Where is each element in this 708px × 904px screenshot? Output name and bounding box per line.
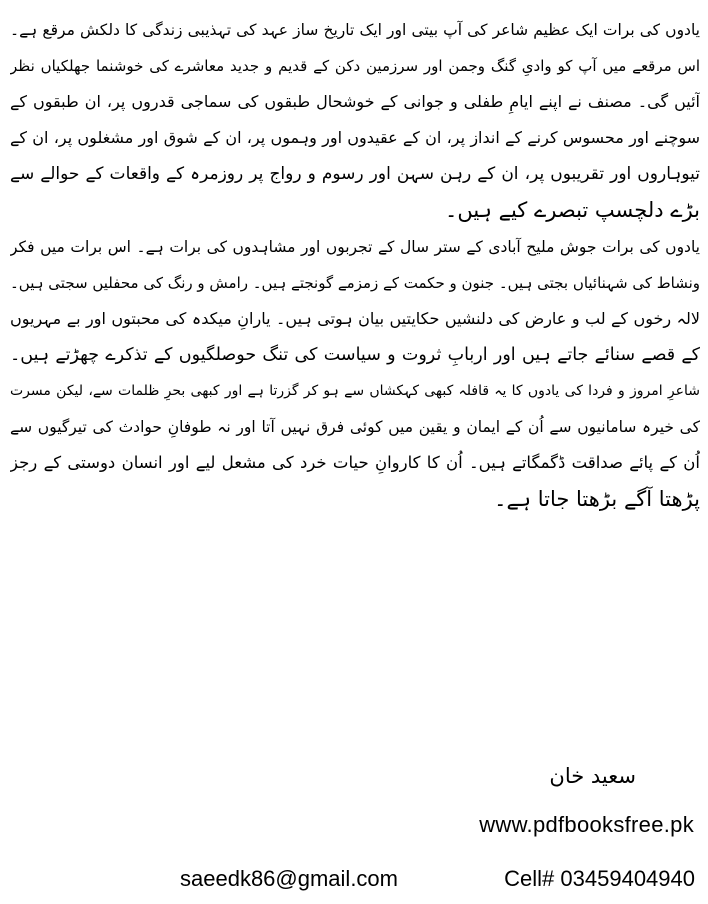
text-line: کے قصے سنائے جاتے ہیں اور اربابِ ثروت و سیاست کی تنگ حوصلگیوں کے تذکرے چھڑتے ہیں۔ [10, 344, 700, 365]
text-line: بڑے دلچسپ تبصرے کیے ہیں۔ [445, 198, 700, 223]
author-signature: سعید خان [549, 764, 636, 788]
text-line: اس مرقعے میں آپ کو وادیِ گنگ وجمن اور سرزمین دکن کے قدیم و جدید معاشرے کی خوشنما جھلکیاں نظر [10, 57, 700, 76]
text-line: یادوں کی برات ایک عظیم شاعر کی آپ بیتی اور ایک تاریخ ساز عہد کی تہذیبی زندگی کا دلکش مرقع ہے۔ [10, 21, 700, 39]
text-line: آئیں گی۔ مصنف نے اپنے ایامِ طفلی و جوانی کے خوشحال طبقوں کی سماجی قدروں پر، ان طبقوں کے [10, 92, 700, 112]
cell-number: Cell# 03459404940 [504, 866, 695, 891]
text-line: اُن کے پائے صداقت ڈگمگاتے ہیں۔ اُن کا کاروانِ حیات خرد کی مشعل لیے اور انسان دوستی کے رجز [10, 453, 700, 473]
text-line: لالہ رخوں کے لب و عارض کی دلنشیں حکایتیں بیان ہوتی ہیں۔ یارانِ میکدہ کی محبتوں اور بے مہریوں [10, 308, 700, 328]
website-link[interactable]: www.pdfbooksfree.pk [479, 812, 694, 837]
email-text: saeedk86@gmail.com [180, 866, 398, 891]
contact-info [180, 866, 695, 892]
text-line: یادوں کی برات جوش ملیح آبادی کے ستر سال کے تجربوں اور مشاہدوں کی برات ہے۔ اس برات میں فکر [10, 237, 700, 256]
text-line: شاعرِ امروز و فردا کی یادوں کا یہ قافلہ کبھی کہکشاں سے ہو کر گزرتا ہے اور کبھی بحرِ ظلمات سے، لیکن مسرت [10, 382, 700, 399]
text-line: کی خیرہ سامانیوں سے اُن کے ایمان و یقین میں کوئی فرق نہیں آتا اور نہ طوفانِ حوادث کی تیرگیوں سے [10, 418, 700, 437]
text-line: پڑھتا آگے بڑھتا جاتا ہے۔ [494, 487, 700, 512]
text-line: تیوہاروں اور تقریبوں پر، ان کے رہن سہن اور رسوم و رواج پر روزمرہ کے واقعات کے حوالے سے [10, 164, 700, 185]
text-line: سوچنے اور محسوس کرنے کے انداز پر، ان کے عقیدوں اور وہموں پر، ان کے شوق اور مشغلوں پر، ان کے [10, 128, 700, 148]
urdu-text-body [10, 12, 700, 517]
text-line: ونشاط کی شہنائیاں بجتی ہیں۔ جنون و حکمت کے زمزمے گونجتے ہیں۔ رامش و رنگ کی محفلیں سجتی ہیں۔ [10, 273, 700, 292]
